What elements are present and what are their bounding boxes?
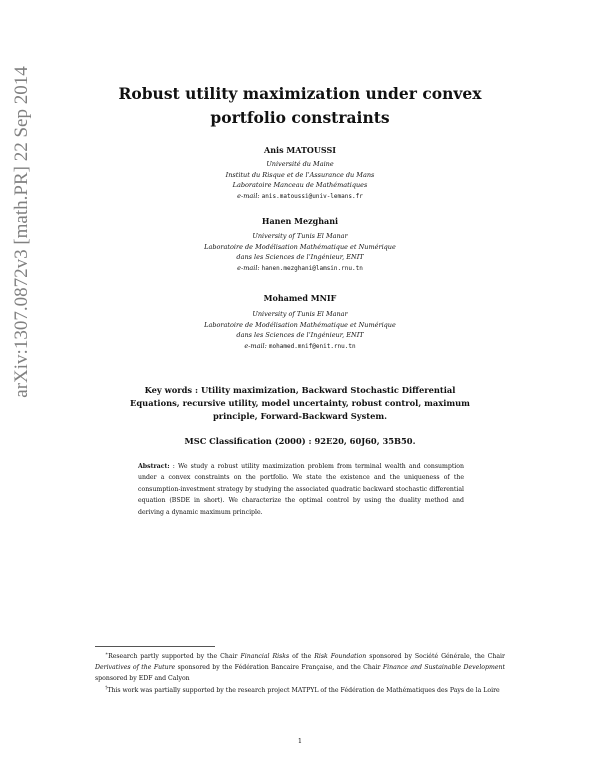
footnote-rule — [95, 646, 215, 647]
keywords: Key words : Utility maximization, Backward Stochastic Differential Equations, recursive utility, model uncertainty, robust control, maximum principle, Forward-Backward System. — [130, 385, 470, 421]
author-affiliation-2 — [120, 231, 480, 274]
affiliation-line: Université du Maine — [266, 160, 334, 168]
author-name-1: Anis MATOUSSI — [264, 145, 336, 155]
title-line-2: portfolio constraints — [210, 108, 390, 127]
abstract-text: : We study a robust utility maximization problem from terminal wealth and consumption under a convex constraints on the portfolio. We state the existence and the uniqueness of the consumption-investment strategy by studying the associated quadratic backward stochastic differential equation (BSDE in short). We characterize the optimal control by using the duality method and deriving a dynamic maximum principle. — [138, 463, 465, 516]
affiliation-line: Laboratoire Manceau de Mathématiques — [232, 181, 368, 189]
author-email-2 — [120, 263, 480, 275]
email-label: e-mail: — [244, 341, 267, 350]
page-number: 1 — [297, 737, 303, 745]
affiliation-line: University of Tunis El Manar — [252, 310, 348, 318]
footnote-mark: ∗ — [105, 652, 109, 657]
email-label: e-mail: — [237, 263, 260, 272]
email-address: hanen.mezghani@lamsin.rnu.tn — [261, 264, 363, 272]
arxiv-identifier: arXiv:1307.0872v3 [math.PR] 22 Sep 2014 — [11, 66, 32, 398]
author-email-3 — [120, 341, 480, 353]
affiliation-line: dans les Sciences de l’Ingénieur, ENIT — [236, 253, 364, 261]
author-name-2: Hanen Mezghani — [261, 216, 339, 226]
footnote-text: Research partly supported by the Chair — [108, 653, 241, 660]
footnote-text: of the — [289, 653, 315, 660]
footnote-1 — [95, 650, 505, 684]
author-affiliation-1 — [120, 159, 480, 202]
affiliation-line: Laboratoire de Modélisation Mathématique et Numérique — [204, 242, 396, 251]
affiliation-line: University of Tunis El Manar — [252, 232, 348, 240]
footnote-emphasis: Derivatives of the Future — [95, 663, 176, 671]
footnote-text: sponsored by EDF and Calyon — [95, 674, 190, 682]
abstract — [138, 461, 464, 518]
footnote-text: sponsored by Société Générale, the Chair — [366, 653, 505, 660]
paper-title — [100, 82, 500, 130]
footnote-emphasis: Finance and Sustainable Development — [382, 663, 505, 671]
affiliation-line: Institut du Risque et de l’Assurance du Mans — [225, 170, 375, 179]
footnote-text: sponsored by the Fédération Bancaire Française, and the Chair — [175, 663, 383, 671]
email-label: e-mail: — [237, 191, 260, 200]
footnote-2 — [95, 684, 505, 697]
email-address: anis.matoussi@univ-lemans.fr — [261, 192, 363, 200]
author-name-3: Mohamed MNIF — [263, 293, 337, 303]
email-address: mohamed.mnif@enit.rnu.tn — [268, 342, 356, 350]
footnote-emphasis: Risk Foundation — [314, 653, 367, 660]
author-email-1 — [120, 191, 480, 203]
affiliation-line: Laboratoire de Modélisation Mathématique et Numérique — [204, 320, 396, 329]
footnote-mark: † — [105, 686, 108, 691]
abstract-label: Abstract: — [138, 463, 170, 470]
footnote-emphasis: Financial Risks — [240, 653, 290, 660]
affiliation-line: dans les Sciences de l’Ingénieur, ENIT — [236, 331, 364, 339]
author-affiliation-3 — [120, 309, 480, 352]
footnote-text: This work was partially supported by the research project MATPYL of the Fédération de Mathématiques des Pays de la Loire — [107, 687, 500, 694]
msc-classification: MSC Classification (2000) : 92E20, 60J60, 35B50. — [184, 436, 416, 446]
title-line-1: Robust utility maximization under convex — [118, 84, 482, 103]
